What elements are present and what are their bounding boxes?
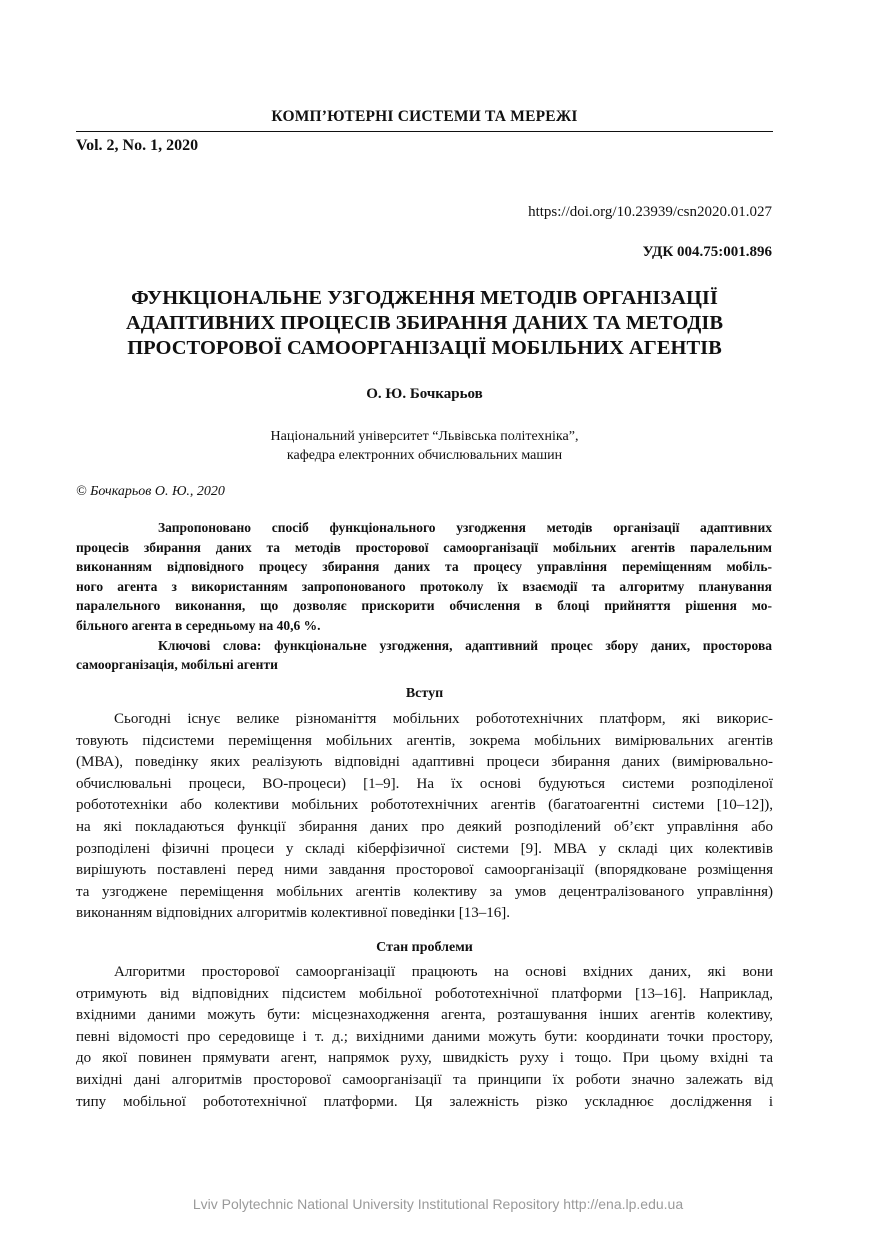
text-line: Алгоритми просторової самоорганізації працюють на основі вхідних даних, які вони: [114, 964, 773, 980]
author-name: О. Ю. Бочкарьов: [366, 386, 483, 402]
text-line: товують підсистеми переміщення мобільних агентів, зокрема мобільних вимірювальних агентів: [76, 732, 773, 749]
text-line: робототехніки або колективи мобільних робототехнічних агентів (багатоагентні системи [10–12]),: [76, 797, 773, 814]
title-line: ПРОСТОРОВОЇ САМООРГАНІЗАЦІЇ МОБІЛЬНИХ АГЕНТІВ: [127, 337, 722, 359]
section-title-introduction: Вступ: [405, 686, 444, 701]
abstract-line: Запропоновано спосіб функціонального узгодження методів організації адаптивних: [158, 520, 772, 535]
title-line: ФУНКЦІОНАЛЬНЕ УЗГОДЖЕННЯ МЕТОДІВ ОРГАНІЗАЦІЇ: [131, 287, 718, 309]
abstract-line: паралельного виконання, що дозволяє прискорити обчислення в блоці прийняття рішення мо-: [76, 598, 772, 614]
text-line: розподілені фізичні процеси у складі кіберфізичної системи [9]. МВА у складі цих колективів: [76, 840, 773, 857]
section-title-problem-state: Стан проблеми: [376, 940, 473, 955]
text-line: вирішують поставлені перед ними завдання просторової самоорганізації (впорядковане розміщення: [76, 862, 773, 879]
text-line: на які покладаються функції збирання даних про деякий розподілений об’єкт управління або: [76, 818, 773, 835]
affiliation-line: кафедра електронних обчислювальних машин: [286, 448, 563, 463]
text-line: вихідні дані алгоритмів просторової самоорганізації та принципи їх роботи значно залежать від: [76, 1071, 773, 1088]
text-line: та узгоджене переміщення мобільних агентів колективу за умов децентралізованого управління): [76, 883, 773, 900]
affiliation: [76, 427, 773, 465]
text-line: отримують від відповідних підсистем мобільної робототехнічної платформи [13–16]. Наприклад,: [76, 985, 773, 1002]
keywords-line: Ключові слова: функціональне узгодження, адаптивний процес збору даних, просторова: [158, 637, 772, 653]
abstract-line: процесів збирання даних та методів просторової самоорганізації мобільних агентів паралельним: [76, 539, 772, 555]
volume-info: Vol. 2, No. 1, 2020: [76, 137, 199, 154]
journal-header: КОМП’ЮТЕРНІ СИСТЕМИ ТА МЕРЕЖІ: [271, 108, 578, 125]
abstract-line: ного агента з використанням запропонованого протоколу їх взаємодії та алгоритму планування: [76, 578, 772, 594]
text-line: вхідними даними можуть бути: місцезнаходження агента, розташування інших агентів колективу,: [76, 1007, 773, 1024]
text-line: виконанням відповідних алгоритмів колективної поведінки [13–16].: [76, 905, 511, 922]
doi-link[interactable]: https://doi.org/10.23939/csn2020.01.027: [528, 204, 772, 220]
keywords-line: самоорганізація, мобільні агенти: [76, 657, 278, 673]
title-line: АДАПТИВНИХ ПРОЦЕСІВ ЗБИРАННЯ ДАНИХ ТА МЕТОДІВ: [125, 312, 723, 334]
introduction-body: [76, 709, 773, 925]
problem-state-body: [76, 962, 773, 1113]
text-line: (МВА), поведінку яких реалізують відповідні адаптивні процеси збирання даних (вимірювально-: [76, 754, 773, 771]
text-line: обчислювальні процеси, ВО-процеси) [1–9]. На їх основі будуються системи розподіленої: [76, 775, 773, 792]
text-line: до якої повинен прямувати агент, напрямок руху, швидкість руху і тощо. При цьому вхідні та: [76, 1050, 773, 1067]
text-line: Сьогодні існує велике різноманіття мобільних робототехнічних платформ, які викорис-: [114, 711, 773, 727]
abstract: [76, 518, 772, 675]
abstract-line: більного агента в середньому на 40,6 %.: [76, 617, 321, 633]
udc-code: УДК 004.75:001.896: [642, 244, 772, 260]
repository-footer: Lviv Polytechnic National University Institutional Repository http://ena.lp.edu.ua: [192, 1196, 684, 1212]
affiliation-line: Національний університет “Львівська політехніка”,: [270, 429, 579, 444]
copyright-notice: © Бочкарьов О. Ю., 2020: [76, 484, 225, 499]
abstract-line: виконанням відповідного процесу збирання даних та процесу управління переміщенням мобіль-: [76, 559, 772, 575]
article-title: [76, 286, 773, 361]
header-divider: [76, 131, 773, 132]
text-line: типу мобільної робототехнічної платформи. Ця залежність різко ускладнює дослідження і: [76, 1093, 773, 1110]
text-line: певні відомості про середовище і т. д.; вихідними даними можуть бути: координати точки простору,: [76, 1028, 773, 1045]
